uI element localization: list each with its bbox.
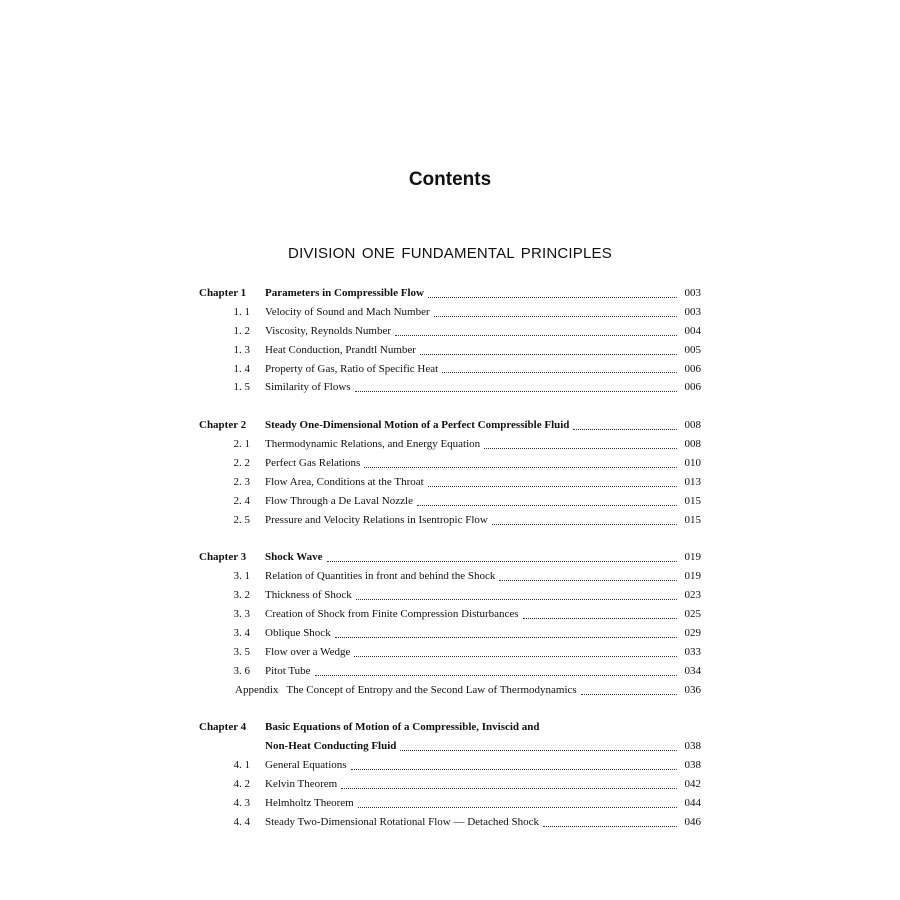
section-number: 4. 3: [233, 797, 250, 810]
appendix-entry[interactable]: [199, 681, 701, 700]
dot-leader: [428, 296, 677, 298]
chapter-4: [199, 718, 701, 831]
section-title: Relation of Quantities in front and behind the Shock: [265, 570, 496, 583]
page-number: 008: [684, 438, 701, 451]
section-number: 3. 3: [233, 608, 250, 621]
page-number: 025: [684, 608, 701, 621]
chapter-heading[interactable]: [199, 284, 701, 303]
section-entry[interactable]: [199, 322, 701, 341]
table-of-contents: [199, 284, 701, 851]
section-entry[interactable]: [199, 435, 701, 454]
dot-leader: [543, 825, 677, 827]
section-number: 3. 4: [233, 627, 250, 640]
chapter-label: Chapter 2: [199, 419, 247, 432]
section-title: Thickness of Shock: [265, 589, 352, 602]
section-number: 3. 5: [233, 645, 250, 658]
chapter-title: Parameters in Compressible Flow: [265, 286, 424, 299]
section-title: Flow Through a De Laval Nozzle: [265, 494, 413, 507]
dot-leader: [315, 674, 677, 676]
dot-leader: [581, 693, 677, 695]
chapter-label: Chapter 4: [199, 721, 247, 734]
dot-leader: [354, 655, 677, 657]
page-number: 015: [684, 513, 701, 526]
section-number: 4. 2: [233, 778, 250, 791]
chapter-heading-continued[interactable]: [199, 737, 701, 756]
section-title: Similarity of Flows: [265, 381, 351, 394]
chapter-label: Chapter 3: [199, 551, 247, 564]
section-number: 3. 2: [233, 589, 250, 602]
page-number: 046: [684, 815, 701, 828]
section-entry[interactable]: [199, 756, 701, 775]
page-number: 038: [684, 759, 701, 772]
dot-leader: [484, 447, 677, 449]
page-number: 006: [684, 381, 701, 394]
dot-leader: [395, 334, 677, 336]
page-number: 038: [684, 740, 701, 753]
section-entry[interactable]: [199, 813, 701, 832]
page-number: 029: [684, 627, 701, 640]
section-title: Perfect Gas Relations: [265, 457, 361, 469]
section-number: 4. 4: [233, 815, 250, 828]
dot-leader: [492, 523, 677, 525]
page-number: 033: [684, 645, 701, 658]
section-entry[interactable]: [199, 605, 701, 624]
chapter-2: [199, 416, 701, 529]
chapter-1: [199, 284, 701, 397]
section-title: Flow over a Wedge: [265, 645, 351, 658]
page-number: 034: [684, 664, 701, 677]
section-entry[interactable]: [199, 662, 701, 681]
section-number: 4. 1: [233, 759, 250, 772]
page-number: 004: [684, 324, 701, 337]
page-number: 006: [684, 362, 701, 375]
section-title: Property of Gas, Ratio of Specific Heat: [265, 362, 439, 375]
dot-leader: [428, 485, 677, 487]
section-number: 1. 1: [233, 305, 250, 318]
page-number: 010: [684, 457, 701, 469]
section-entry[interactable]: [199, 303, 701, 322]
section-entry[interactable]: [199, 643, 701, 662]
section-title: Velocity of Sound and Mach Number: [265, 305, 430, 318]
section-number: 2. 3: [233, 475, 250, 488]
chapter-title: Steady One-Dimensional Motion of a Perfect Compressible Fluid: [265, 419, 570, 432]
section-title: Flow Area, Conditions at the Throat: [265, 475, 424, 488]
appendix-label: Appendix: [235, 683, 279, 696]
page-number: 023: [684, 589, 701, 602]
dot-leader: [442, 371, 677, 373]
page-title: Contents: [408, 169, 492, 190]
page-number: 036: [684, 683, 701, 696]
dot-leader: [358, 806, 677, 808]
page-number: 003: [684, 286, 701, 299]
section-title: Pitot Tube: [265, 664, 311, 677]
section-entry[interactable]: [199, 473, 701, 492]
section-number: 3. 1: [233, 570, 250, 583]
section-entry[interactable]: [199, 624, 701, 643]
section-number: 1. 5: [233, 381, 250, 394]
section-entry[interactable]: [199, 567, 701, 586]
page-number: 044: [684, 797, 701, 810]
section-entry[interactable]: [199, 454, 701, 473]
section-entry[interactable]: [199, 586, 701, 605]
section-entry[interactable]: [199, 360, 701, 379]
dot-leader: [356, 598, 677, 600]
section-title: Oblique Shock: [265, 627, 331, 640]
chapter-title: Shock Wave: [265, 551, 323, 564]
section-title: Pressure and Velocity Relations in Isentropic Flow: [265, 513, 488, 526]
section-number: 1. 3: [233, 343, 250, 356]
section-entry[interactable]: [199, 492, 701, 511]
appendix-title: The Concept of Entropy and the Second Law of Thermodynamics: [286, 683, 577, 696]
dot-leader: [434, 315, 677, 317]
dot-leader: [417, 504, 677, 506]
section-number: 2. 2: [233, 457, 250, 469]
section-number: 3. 6: [233, 664, 250, 677]
chapter-3: [199, 548, 701, 699]
dot-leader: [335, 636, 677, 638]
section-title: Kelvin Theorem: [265, 778, 338, 791]
section-number: 2. 4: [233, 494, 250, 507]
section-number: 1. 4: [233, 362, 250, 375]
chapter-heading[interactable]: [199, 548, 701, 567]
page-number: 019: [684, 551, 701, 564]
dot-leader: [400, 749, 677, 751]
dot-leader: [327, 560, 677, 562]
section-entry[interactable]: [199, 341, 701, 360]
page-number: 015: [684, 494, 701, 507]
section-entry[interactable]: [199, 794, 701, 813]
page-number: 005: [684, 343, 701, 356]
dot-leader: [420, 353, 677, 355]
dot-leader: [364, 466, 677, 468]
section-entry[interactable]: [199, 511, 701, 530]
dot-leader: [355, 390, 677, 392]
section-title: Steady Two-Dimensional Rotational Flow — Detached Shock: [265, 815, 539, 828]
section-title: Heat Conduction, Prandtl Number: [265, 343, 416, 356]
section-entry[interactable]: [199, 378, 701, 397]
section-number: 2. 5: [233, 513, 250, 526]
page-number: 008: [684, 419, 701, 432]
chapter-title: Basic Equations of Motion of a Compressible, Inviscid and: [265, 721, 540, 734]
section-title: General Equations: [265, 759, 347, 772]
section-title: Creation of Shock from Finite Compression Disturbances: [265, 608, 519, 621]
section-number: 2. 1: [233, 438, 250, 451]
dot-leader: [351, 768, 677, 770]
section-title: Viscosity, Reynolds Number: [265, 324, 392, 337]
section-title: Helmholtz Theorem: [265, 797, 354, 810]
dot-leader: [573, 428, 677, 430]
division-heading: DIVISION ONE FUNDAMENTAL PRINCIPLES: [288, 245, 612, 262]
section-title: Thermodynamic Relations, and Energy Equation: [265, 438, 481, 451]
page-number: 042: [684, 778, 701, 791]
chapter-label: Chapter 1: [199, 286, 247, 299]
section-entry[interactable]: [199, 775, 701, 794]
chapter-heading[interactable]: [199, 718, 701, 737]
page-number: 019: [684, 570, 701, 583]
page-number: 003: [684, 305, 701, 318]
dot-leader: [523, 617, 677, 619]
dot-leader: [341, 787, 677, 789]
chapter-title-continued: Non-Heat Conducting Fluid: [265, 740, 397, 753]
section-number: 1. 2: [233, 324, 250, 337]
chapter-heading[interactable]: [199, 416, 701, 435]
dot-leader: [499, 579, 677, 581]
page-number: 013: [684, 475, 701, 488]
